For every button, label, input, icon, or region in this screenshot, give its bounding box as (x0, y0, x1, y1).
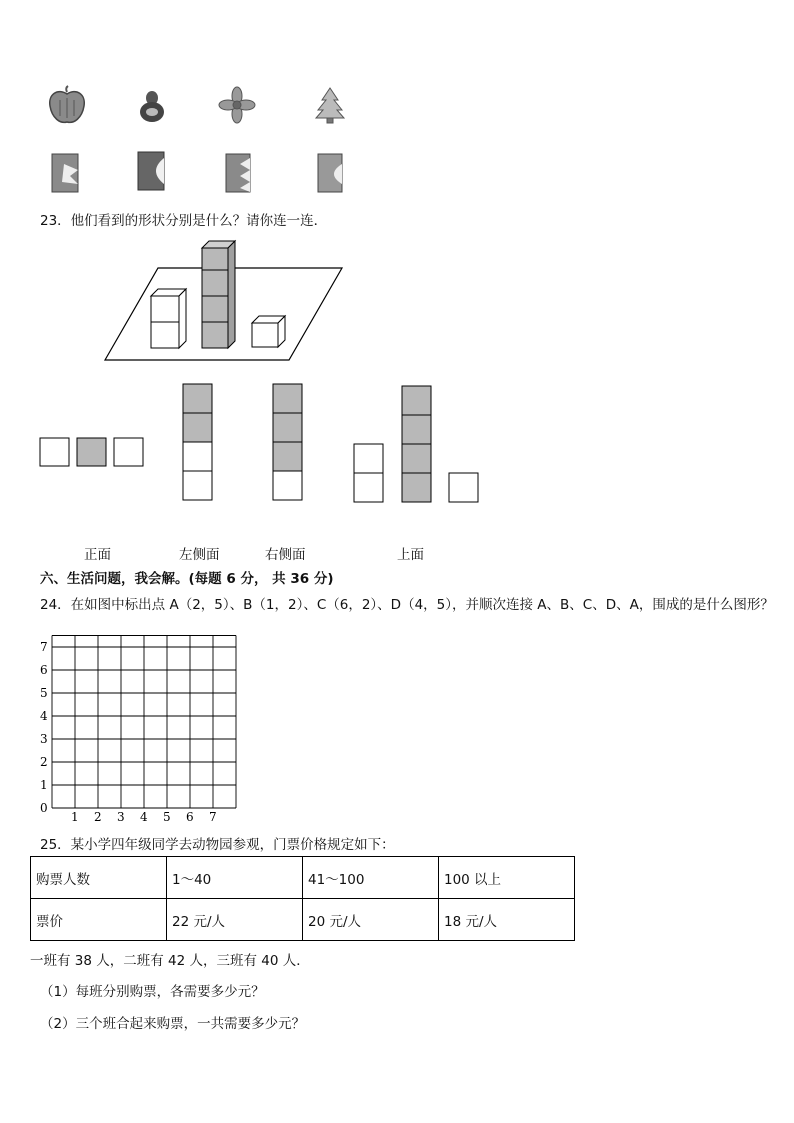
coordinate-grid[interactable] (36, 620, 241, 825)
table-cell: 100 以上 (439, 857, 575, 899)
x-tick-label: 5 (163, 810, 171, 824)
y-tick-label: 4 (40, 709, 48, 723)
table-cell: 20 元/人 (303, 899, 439, 941)
right-cube (252, 316, 285, 347)
gourd-icon (140, 91, 164, 122)
x-tick-label: 4 (140, 810, 148, 824)
view-option-row[interactable] (40, 438, 143, 466)
shape-pictures (40, 84, 360, 199)
y-tick-label: 1 (40, 778, 48, 792)
q23-text: 23．他们看到的形状分别是什么？请你连一连． (40, 213, 328, 229)
y-tick-label: 3 (40, 732, 48, 746)
section6-title: 六、生活问题，我会解。(每题 6 分， 共 36 分) (40, 571, 334, 587)
flower-icon (219, 87, 255, 123)
e-shape-leaf-icon (52, 154, 78, 192)
table-cell: 41～100 (303, 857, 439, 899)
label-front: 正面 (84, 547, 111, 563)
tree-icon (316, 88, 344, 123)
q25-info: 一班有 38 人，二班有 42 人，三班有 40 人． (30, 953, 310, 969)
cube-stack-scene (100, 238, 350, 366)
q24-text: 24．在如图中标出点 A（2，5）、B（1，2）、C（6，2）、D（4，5），并顺次连接 A、B、C、D、A，围成的是什么图形？ (40, 597, 774, 613)
y-tick-label: 0 (40, 801, 48, 815)
view-option-column-b[interactable] (273, 384, 302, 500)
table-cell: 票价 (31, 899, 167, 941)
view-option-front[interactable] (354, 386, 478, 502)
x-tick-label: 3 (117, 810, 125, 824)
y-tick-label: 5 (40, 686, 48, 700)
e-shape-round-icon (318, 154, 342, 192)
view-option-column-a[interactable] (183, 384, 212, 500)
table-cell: 22 元/人 (167, 899, 303, 941)
left-stack (151, 289, 186, 348)
q25-sub2: （2）三个班合起来购票，一共需要多少元？ (40, 1016, 306, 1032)
ticket-price-table (30, 856, 575, 941)
table-cell: 1～40 (167, 857, 303, 899)
table-row (31, 899, 575, 941)
x-tick-label: 2 (94, 810, 102, 824)
x-tick-label: 1 (71, 810, 79, 824)
apple-icon (50, 86, 85, 122)
y-tick-label: 6 (40, 663, 48, 677)
label-top: 上面 (397, 547, 424, 563)
y-tick-label: 2 (40, 755, 48, 769)
table-cell: 购票人数 (31, 857, 167, 899)
middle-stack (202, 241, 235, 348)
q25-sub1: （1）每班分别购票，各需要多少元？ (40, 984, 265, 1000)
table-cell: 18 元/人 (439, 899, 575, 941)
y-tick-label: 7 (40, 640, 48, 654)
view-options (38, 382, 488, 504)
label-left-side: 左侧面 (179, 547, 220, 563)
q25-text: 25．某小学四年级同学去动物园参观，门票价格规定如下： (40, 837, 395, 853)
x-tick-label: 6 (186, 810, 194, 824)
x-tick-label: 7 (209, 810, 217, 824)
e-shape-zigzag-icon (226, 154, 250, 192)
c-shape-icon (138, 152, 164, 190)
label-right-side: 右侧面 (265, 547, 306, 563)
table-row (31, 857, 575, 899)
